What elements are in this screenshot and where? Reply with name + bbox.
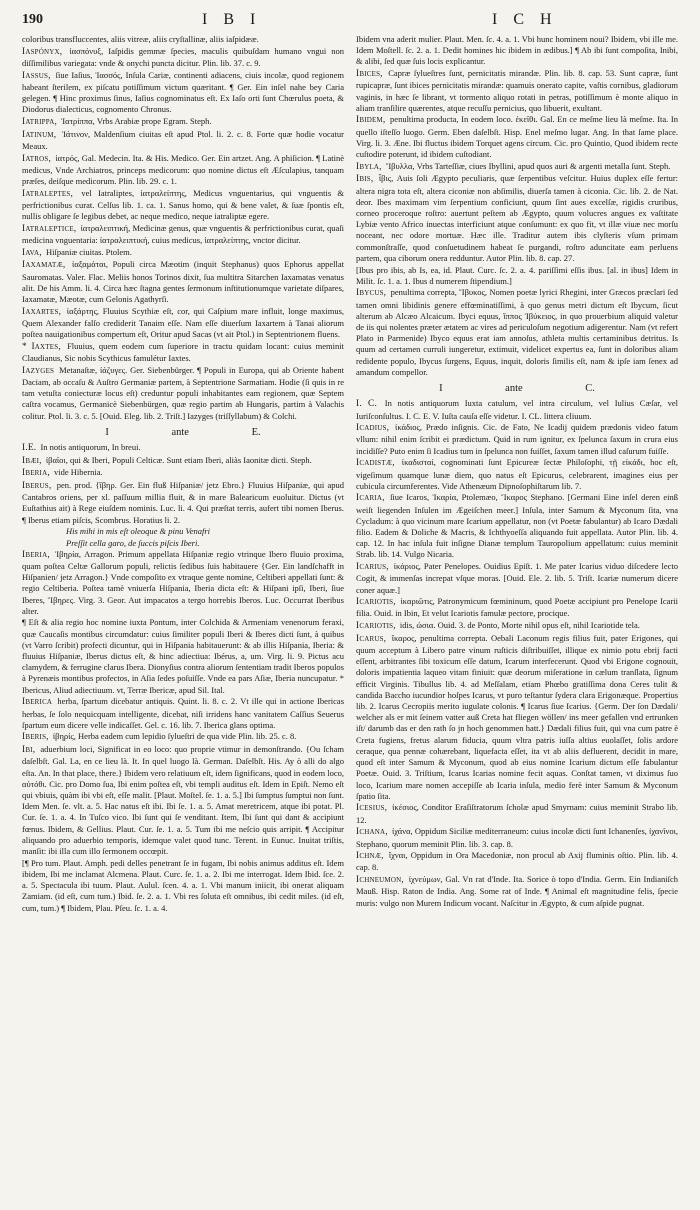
dictionary-entry <box>356 633 678 802</box>
entry-text: ¶ Eſt & alia regio hoc nomine iuxta Pontum, inter Colchida & Armeniam venenorum feraxi, quæ Caucaſis montibus circumdatur: cuius ſimiliter populi Iberi & Iberes dicti ſunt, à quibus (vt Varro ſcribit) profecti dicuntur, qui in Hiſpania habitauerunt: & ab illis Hiſpania, Iberia: & fluuius Hiſpaniæ, Iberus dictus eſt, & hinc adiectiua: Ibérus, a, um. Virg. li. 9. Pictus acu clamydem, & ferrugine clarus Ibera. Dionyſius contra aliorum ſententiam tradit Iberos populos à Pyrenæis montibus profectos, in Aſia ſedes poſuiſſe. Vnde ea pars Aſiæ, Iberia nuncupatur. * Ibericus, Aliud adiectiuum. vt, Terræ Ibericæ, apud Sil. Ital. <box>22 617 344 695</box>
headword: Iberis, <box>22 732 49 743</box>
dictionary-entry <box>356 287 678 378</box>
headword: Iaſſus, <box>22 70 51 81</box>
page-number: 190 <box>22 12 43 27</box>
dictionary-entry <box>22 696 344 731</box>
entry-text: herba, ſpartum dicebatur antiquis. Quint. li. 8. c. 2. Vt ille qui in actione Ibericas herbas, ſe ſolo nequicquam intelligente, dicebat, niſi irridens hanc vanitatem Caſſius Seuerus ſpartum eum dicere velle indicaſſet. Gel. c. 16. lib. 7. Iberica glans optima. <box>22 696 344 730</box>
entry-text: [Ibus pro ibis, ab Is, ea, id. Plaut. Curc. ſc. 2. a. 4. pariſſimi eſſis ibus. [al. in ibus] Idem in Milit. ſc. 1. a. 1. Ibus d numerem ſtipendium.] <box>356 264 678 286</box>
entry-text: In notis antiquorum Iuxta catulum, vel intra circulum, vel Iulius Cæſar, vel Iuriſconſultus. I. C. E. V. Iuſta cauſa eſſe videtur. I. CL. littera cliuum. <box>356 398 678 421</box>
dictionary-entry <box>356 850 678 873</box>
entry-text: ἰκέσιος, Conditor Eraſiſtratorum ſcholæ apud Smyrnam: cuius meminit Strabo lib. 12. <box>356 802 678 825</box>
entry-text: ἰασπόνυξ, Iaſpidis gemmæ ſpecies, maculis quibuſdam humano vngui non diſſimilibus variegata: vnde & onychi puncta dicitur. Plin. lib. 37. c. 9. <box>22 45 344 68</box>
dictionary-entry <box>356 596 678 619</box>
headword: Ibidem, <box>356 115 386 126</box>
entry-text: ἰκαριῶτις, Patronymicum fœmininum, quod Poetæ accipiunt pro Penelope Icarii filia. Ouid. in Ibin, Et velut Icariotis famulæ pectore, procique. <box>356 596 678 619</box>
entry-text: ἰκάριος, Pater Penelopes. Ouidius Epiſt. 1. Me pater Icarius viduo diſcedere lecto Cogit, & immenſas increpat vſque moras. [Ouid. Ele. 2. lib. 5. Triſt. Icariæ numerum dicere coner aquæ.] <box>356 561 678 595</box>
headword: Iberia, <box>22 549 50 560</box>
dictionary-entry <box>22 858 344 914</box>
headword: Ibis, <box>356 174 374 185</box>
dictionary-entry <box>22 46 344 69</box>
dictionary-entry <box>22 617 344 695</box>
dictionary-entry <box>22 129 344 152</box>
dictionary-entry <box>356 620 678 632</box>
entry-text: penultima correpta, Ἴβυκος, Nomen poetæ lyrici Rhegini, inter Græcos præclari ſed tamen omni libidinis genere effœminatiſſimi, à quo genus metri dictum eſt Ibycum, ſicut alterum ab Alcæo Alcaicum. Ibyci equus, ἵππος Ἰβύκειος, in quo prouerbium aliquid valetur de iis qui nolentes præter ætatem ac vires ad periculoſum negotium adigerentur. Nam (vt refert Plato in Parmenide) Ibyco equus erat iam annoſus, athleta multis certaminibus detritus. Is quum ad certamen curruli iungeretur, extimuit, videlicet expertus ea, ſunt in doloribus aliam redidente populo, Ibycus ſurgens, Equus, inquit, doloris ſimilis eſt, nam & ipſe iam ſenex ad amandum compellor. <box>356 287 678 377</box>
headword: Ichneumon, <box>356 875 404 886</box>
entry-text: Ἴβυλλα, Vrbs Tarteſſiæ, ciues Ibyllini, apud quos auri & argenti metalla ſunt. Steph. <box>385 160 671 171</box>
headword: Iberus, <box>22 481 52 492</box>
headword: Icadiſtæ, <box>356 458 395 469</box>
headword: Iaxartes, <box>22 306 62 317</box>
running-head-left: I B I <box>202 11 262 28</box>
dictionary-entry <box>22 341 344 364</box>
entry-text: Metanaſtæ, ἰάζυγες. Ger. Siebenbürger. ¶ Populi in Europa, qui ab Oriente habent Daciam, ab occaſu & Auſtro Germaniæ partem, à Septentrione Sarmatiam. Hodie (ſi quis in re tam vetuſta coniecturæ locus eſt) creduntur populi inhabitantes eam regionem, quæ Septem caſtra vocamus, Germanicè Siebenbürgen, quæ regio partim ab Hungaris, partim à Valachis colitur. Ptol. li. 3. c. 5. [Ouid. Eleg. lib. 2. Triſt.] Iazyges (triſſyllabum) & Colchi. <box>22 364 344 421</box>
entry-text: ἰκαδισταί, cognominati ſunt Epicureæ ſectæ Philoſophi, τῇ εἰκάδι, hoc eſt, vigeſimum quamque lunæ diem, quo natus eſt Epicurus, celebrarent, imagines eius per cubicula circumferentes. Vide Athenæum Dipnoſophiſtarum lib. 7. <box>356 457 678 491</box>
headword: Icadius, <box>356 423 390 434</box>
entry-text: ἰχνεύμων, Gal. Vn rat d'Inde. Ita. Sorice ò topo d'India. Germ. Ein Indianiſch Mauß. Hisp. Raton de India. Ang. Some rat of Inde. ¶ Animal eſt magnitudine felis, ſpecie muris: vulgo non Murem Indicum vocant. Naſcitur in Ægypto, & cum aſpide pugnat. <box>356 874 678 908</box>
entry-text: ἰχάνα, Oppidum Siciliæ mediterraneum: cuius incolæ dicti ſunt Ichanenſes, ἰχανῖνοι, Stephano, quorum meminit Plin. lib. 3. cap. 8. <box>356 826 678 849</box>
entry-text: pen. prod. {ἴβηρ. Ger. Ein fluß Hiſpaniæ/ jetz Ebro.} Fluuius Hiſpaniæ, qui apud Cantabros oriens, per xl. paſſuum millia fluit, & in mare Balearicum euoluitur. Dictus (vt Euſtathius ait) à Rege eiuſdem nominis. Luc. li. 4. Qui præſtat terris, aufert tibi nomen Iberus. ¶ Iberus etiam piſcis, Scombrus. Horatius li. 2. <box>22 480 344 525</box>
dictionary-entry <box>356 874 678 909</box>
section-heading: I ante C. <box>439 383 595 395</box>
headword: Iatraleptice, <box>22 223 77 234</box>
entry-text: ἰαξαμάται, Populi circa Mæotim (inquit Stephanus) quos Ephorus appellat Sauromatas. Valer. Flac. Meliis honos Torinos dixit, ſua multitra Sitarchen Iaxamatas venatus alit. De his Amm. li. 4. Circa hæc ſtagna gentes ſermonum inſtitutionumque varietate diſpares, Iaxamatæ, Mæotæ, cum Gelonis Agathyrſi. <box>22 259 344 304</box>
entry-text: ſiue Icaros, Ἰκαρία, Ptolemæo, Ἴκαρος Stephano. [Germani Eine inſel deren einß weiſt liegenden Inſulen im Ægeiſchen meer.] Inſula, inter Samum & Myconum ſita, vna Cycladum: à quo vicinum mare Icarium appellatur, non (vt Poetæ fabulantur) ab Icaro Dædali filio. Eadem & Doliche & Macris, & Ichthyoeſſa aliquando fuit appellata. Autor Plin. lib. 4. cap. 12. In hac inſula fuit inſigne Dianæ templum Tauropolium appellatum: cuius meminit Strab. lib. 14. Vulgo Nicaria. <box>356 492 678 560</box>
running-head-right: I C H <box>492 11 558 28</box>
dictionary-entry <box>22 223 344 246</box>
entry-text: aduerbium loci, Significat in eo loco: quo proprie vtimur in demonſtrando. {Ou ſcham daſelbſt. Gal. La, en ce lieu là. It. In quel luogo là. German. Daſelbſt. His. Ay ò alli do algo eſta. An. In that place, there.} Ibidem vero relatiuum eſt, idem ſignificans, quod in eodem loco, αὐτόθι. Cic. pro Domo ſua, Ibi enim poſtea eſt, vbi templi auditus eſt. Idem in Epiſt. Nemo eſt qui vbiuis, quàm ibi vbi eſt, eſſe malit. [Plaut. Moſtel. ſe. 1. a. 5.] Ibi ſumptus ſumptui non ſunt. Idem Men. ſe. vlt. a. 5. Hac natus eſt ibi. Ibi ſe. 1. a. 5. Amat meretricem, atque ibi potat. Pl. Cur. ſe. 1. a. 4. In Tuſco vico. Ibi ſunt qui ſe venditant. Item, Ibi ſunt qui dant & accipiunt fœnus. Ibidem, & Gellius. Plaut. Cur. ſe. 1. a. 5. Tum ibi me neſcio quis arripit. ¶ Accipitur aliquando pro aduerbio temporis, idemque valet quod tunc. Terent. in Eunuc. Inuitat triſtis, manſit: ibi illa cum illo ſermonem occœpit. <box>22 744 344 857</box>
dictionary-entry <box>22 34 344 45</box>
headword: Icariotis, <box>356 621 396 632</box>
headword: Ibycus, <box>356 288 387 299</box>
entry-text: [¶ Pro tum. Plaut. Amph. pedi delles penetrant ſe in fugam, Ibi nobis animus additus eſt. Idem ibidem, Ibi me inclamat Alcmena. Plaut. Curc. ſe. 1. a. 2. Ibi me interrogat. Idem Ibid. ſce. 2. a. 5. Spectacula ibi tuum. Plaut. Aulul. ſcen. 4. a. 1. Vbi manum iniicit, ibi onerat aliquam Zamiam. (id eſt, cum tum.) Ibid. ſe. 2. a. 1. Vbi res ſoluta eſt omnibus, ibi cedit miles. (id eſt, cum, tum.) ¶ Ibidem, Plau. Pſeu. ſc. 1. a. 4. <box>22 857 344 913</box>
dictionary-entry <box>356 398 678 421</box>
entry-text: ἰατρός, Gal. Medecin. Ita. & His. Medico. Ger. Ein artzet. Ang. A phiſicion. ¶ Latinè medicus, Vnde Archiatros, princeps medicorum: quo nomine dictus eſt Æſculapius, tanquam præſes, deiſque medicorum. Plin. lib. 29. c. 1. <box>22 152 344 186</box>
headword: Icariotis, <box>356 597 396 608</box>
dictionary-entry <box>22 306 344 341</box>
dictionary-entry <box>356 265 678 287</box>
dictionary-entry <box>22 549 344 617</box>
entry-text: ἴκαρος, penultima correpta. Oebali Laconum regis filius fuit, pater Erigones, qui quum acceptum à Libero patre vinum ruſticis diſtribuiſſet, illique ex nimio potu ebrij facti eſſent, arbitrantes ſibi toxicum eſſe datum, Icarum interfecerunt. Quod vbi Erigone cognouit, doloris impatientia laqueo vitam finiuit: quæ deorum miſeratione in cælum tranſlata, ſignum efficit Virginis. Tibullus lib. 4. ad Meſſalam, etiam Phœbo gratiſſima dona Ceres tulit & candida Baccho iucundior hoſpes Icarus, vt puro teſtantur ſydera clara Erigonæque. Propertius lib. 2. Icarus Cecropiis merito iugulate colonis. ¶ Icarus ſiue Icarius. {Germ. Der ſon Dædali/ welcher als er mit ſeinem vatter auß Creta hat fliegen wöllen/ ins meer gefallen vnd ertrunken iſt/ darumb das er den rath ſo jn hoch genommen hatt.} Dædali filius fuit, qui vna cum patre è Creta fugiens, fretus alarum fiducia, quum vltra patris iuſſa altius euolaſſet, ſolis ardore ceraque, qua pennæ cohærebant, liquefacta eſſet, ita vt ab aliis defluerent, decidit in mare, quod eſt inter Samum & Myconum, quod ab eius nomine Icarium dictum eſſe fabulantur Poetæ. Ouid. 3. Triſtium, Icarus Icarias nomine fecit aquas. Conſtat tamen, vt diximus ſuo loco, Icarium mare nomen accepiſſe ab Icaria inſula, medio ferè inter Samum & Myconum ſpatio ſita. <box>356 632 678 801</box>
dictionary-entry <box>356 68 678 114</box>
headword: Icarus, <box>356 633 387 644</box>
entry-text: vel Iatraliptes, ἰατραλείπτης, Medicus vnguentarius, qui vnguentis & perfrictionibus curat. Celſus lib. 1. ca. 1. Sanus homo, qui & bene valet, & ſuæ ſpontis eſt, nullis obligare ſe legibus debet, ac neque medico, neque iatraliptæ egere. <box>22 187 344 222</box>
entry-text: ἰβαῖοι, qui & Iberi, Populi Celticæ. Sunt etiam Iberi, aliàs Iaonitæ dicti. Steph. <box>45 454 312 465</box>
right-column <box>356 34 678 1202</box>
dictionary-entry <box>22 259 344 305</box>
entry-text: idis, ὠσια. Ouid. 3. de Ponto, Morte nihil opus eſt, nihil Icariotide tela. <box>399 620 640 631</box>
headword: I.E. <box>22 442 37 453</box>
headword: Icaria, <box>356 493 385 504</box>
dictionary-entry <box>22 153 344 188</box>
headword: Iberia, <box>22 468 50 479</box>
entry-text: ἰκάδιος, Prædo inſignis. Cic. de Fato, Ne Icadij quidem prædonis video fatum vllum: nihil enim ſcribit ei prædictum. Quid in rum ignitur, ex ſpelunca ſaxum in crura eius incidiſſe? Puto enim ſi Icadius tum in ſpelunca non fuiſſet, ſaxum tamen illud caſurum fuiſſe. <box>356 422 678 456</box>
section-heading: I ante E. <box>105 426 261 438</box>
entry-text: ἰβηρίς, Herba eadem cum lepidio ſylueſtri de qua vide Plin. lib. 25. c. 8. <box>52 731 297 742</box>
headword: Ichana, <box>356 827 388 838</box>
left-column <box>22 34 344 1202</box>
entry-text: Ibidem vna aderit mulier. Plaut. Men. ſc. 4. a. 1. Vbi hunc hominem noui? Ibidem, vbi ille me. Idem Moſtell. ſc. 2. a. 1. Dedit homines hic ibidem in ædibus.] ¶ Ab ibi ſunt compoſita, Inibi, & alibi, ſed quæ ſuis locis explicantur. <box>356 34 678 67</box>
headword: Iatrippa, <box>22 116 58 127</box>
entry-text: penultima producta, In eodem loco. ἐκεῖθι. Gal. En ce meſme lieu là meſme. Ita. In quello iſteſſo luogo. Germ. Eben daſelbſt. Hisp. Enel meſmo lugar. Ang. In that ſame place. Virg. li. 3. Æne. Ibi fluctus ibidem Torquet agens circum. Cic. pro Quintio, Quod ibidem recte cuſtodire poterunt, id ibidem cuſtodiant. <box>356 114 678 160</box>
dictionary-entry <box>356 492 678 560</box>
headword: Iaſpónyx, <box>22 46 63 57</box>
entry-text: vide Hibernia. <box>54 467 103 478</box>
headword: Iatraleptes, <box>22 188 74 199</box>
entry-text: Ἰάτινον, Maldenſium ciuitas eſt apud Ptol. li. 2. c. 8. Forte quæ hodie vocatur Meaux. <box>22 128 344 151</box>
entry-text: ſiue Iaſius, Ἰασσός, Inſula Cariæ, continenti adiacens, ciuis incolæ, quod regionem habeant ſterilem, ex piſcatu potiſſimum victum quæritant. ¶ Ger. Ein inſel nahe bey Caria gelegen. ¶ Hinc proximus ſinus, Iaſius cognominatus eſt. Ex Iaſo orti ſunt Chœrulus poeta, & Diodorus dialecticus, cognomento Chronus. <box>22 69 344 115</box>
dictionary-entry <box>22 480 344 526</box>
entry-text: Hiſpaniæ ciuitas. Ptolem. <box>45 246 132 257</box>
headword: Iatinum, <box>22 129 57 140</box>
dictionary-entry <box>22 365 344 422</box>
entry-text: Ἰβηρία, Arragon. Primum appellata Hiſpaniæ regio vtrinque Ibero fluuio proxima, quam poſtea Celtæ Gallorum populi, relictis ſedibus ſuis habitauere {Ger. Ein landſchafft in Hiſpanien/ jetz Arragon.} Vnde compoſito ex vtraque gente nomine, Celtiberi appellati ſunt: & regio Celtiberia. Poſtea tamè vniuerſa Hiſpania, Iberia dicta eſt: & Hiſpani ipſi, Iberi, ſiue Iberes, Ἴβηρες. Virg. 3. Geor. Aut impacatos a tergo horrebis Iberos. Luc. Occurrat Iberibus alter. <box>22 548 344 616</box>
entry-text: ἰατραλειπτική, Medicinæ genus, quæ vnguentis & perfrictionibus curat, quaſi medicina vnguentaria: ἰατραλειπτική, cuius medicus, ἰατραλείπτης, vnctor dicitur. <box>22 222 344 245</box>
headword: Ibyla, <box>356 161 382 172</box>
dictionary-entry <box>22 247 344 259</box>
dictionary-entry <box>22 188 344 223</box>
headword: Ichnæ, <box>356 851 384 862</box>
headword: Ibæi, <box>22 455 42 466</box>
dictionary-entry <box>356 457 678 492</box>
page-header <box>22 10 678 32</box>
headword: * Iaxtes, <box>22 341 61 352</box>
dictionary-entry <box>356 802 678 825</box>
dictionary-entry <box>22 70 344 116</box>
entry-text: Capræ ſylueſtres ſunt, pernicitatis mirandæ. Plin. lib. 8. cap. 53. Sunt capræ, ſunt rupicapræ, ſunt ibices pernicitatis mirandæ: quamuis onerato capite, vaſtis cornibus, gladiorum vaginis, in hæc ſe librant, vt tormento aliquo rotati in petras, potiſſimum è monte aliquo in aliam tranſilire quærentes, atque recuſſu pernicius, quo libuerit, exultant. <box>356 68 678 113</box>
dictionary-entry <box>22 455 344 467</box>
entry-text: ἶβις, Auis ſoli Ægypto peculiaris, quæ ſerpentibus veſcitur. Huius duplex eſſe fertur: altera nigra tota eſt, altera ciconiæ non abſimilis, diuerſa tamen à ciconia. Cic. lib. 2. de Nat. deor. Ibes maximam vim ſerpentium conficiunt, quum ſint aues excelſæ, rigidis cruribus, corneo proceroque roſtro: auertunt peſtem ab Ægypto, quum volucres angues ex vaſtitate Lybiæ vento Africo inuectas interficiunt atque conſumunt: ex quo fit, vt illæ viuæ nec morſu noceant, nec odore mortuæ. Hæc ille. Traditur autem ibis clyſteris vſum primam commonſtraſſe, quod conſuetudinem habeat ſe purgandi, roſtro aduncitate eam perluens partem, qua ciborum onera redduntur. Autor Plin. lib. 8. cap. 27. <box>356 173 678 263</box>
headword: Ibi, <box>22 745 36 756</box>
verse-line: His mihi in mis eſt oleoque & pinu Venafri <box>66 526 211 537</box>
entry-text: ἰαξάρτης, Fluuius Scythiæ eſt, cor, qui Caſpium mare influit, longe maximus, Quem Alexander falſo crediderit Tanaim eſſe. Nam eſſe diuerſum Iaxartem à Tanai aliorum poſtea nauigationibus compertum eſt, Oritur apud Sacas (vt ait Ptol.) in Septentrionem fluens. <box>22 305 344 340</box>
headword: Iatros, <box>22 153 52 164</box>
dictionary-entry <box>22 116 344 128</box>
dictionary-entry <box>356 173 678 264</box>
entry-text: In notis antiquorum, In breui. <box>40 441 141 452</box>
dictionary-entry <box>356 561 678 596</box>
entry-text: Fluuius, quem eodem cum ſuperiore in tractu quidam locant: cuius meminit Claudianus, Sic nobis Scythicus famulétur Iaxtes. <box>22 340 344 363</box>
headword: Ibices, <box>356 69 383 80</box>
verse-line: Preſſit cella garo, de ſuccis piſcis Iberi. <box>66 537 200 548</box>
headword: Iaxamatæ, <box>22 260 66 271</box>
headword: Iava, <box>22 247 42 258</box>
headword: Iazyges <box>22 365 55 376</box>
dictionary-entry <box>22 744 344 857</box>
dictionary-entry <box>22 467 344 479</box>
entry-text: Ἰατρίππα, Vrbs Arabiæ prope Egram. Steph. <box>61 115 212 126</box>
dictionary-entry <box>356 422 678 457</box>
dictionary-entry <box>22 442 344 454</box>
dictionary-entry <box>356 114 678 160</box>
headword: Iberica <box>22 697 53 708</box>
dictionary-entry <box>22 731 344 743</box>
headword: Icarius, <box>356 562 389 573</box>
headword: I. C. <box>356 399 378 410</box>
headword: Iceſius, <box>356 803 388 814</box>
entry-text: ἴχναι, Oppidum in Ora Macedoniæ, non procul ab Axij fluminis oſtio. Plin. lib. 4. cap. 8. <box>356 850 678 873</box>
entry-text: coloribus transfluccentes, aliis vitreæ, aliis cryſtallinæ, aliis iaſpidææ. <box>22 34 259 44</box>
dictionary-entry <box>356 34 678 68</box>
dictionary-entry <box>356 826 678 849</box>
dictionary-entry <box>356 161 678 173</box>
